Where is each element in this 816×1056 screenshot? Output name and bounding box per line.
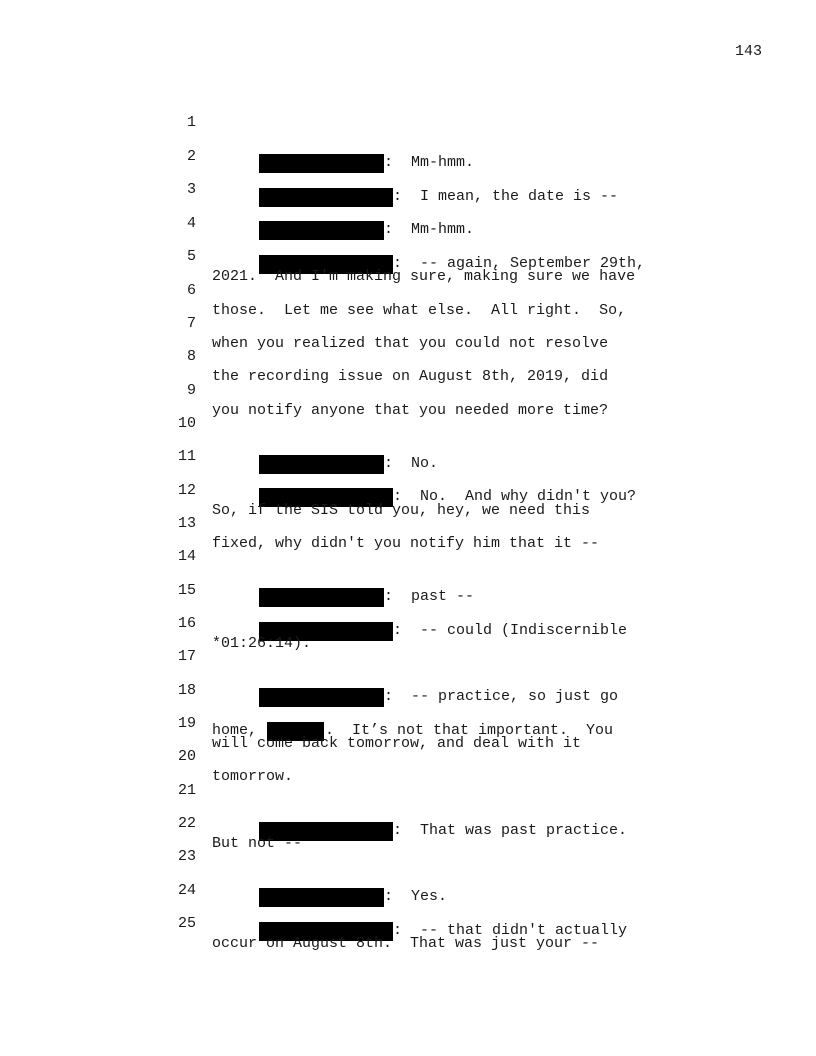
line-text: will come back tomorrow, and deal with it [212, 735, 582, 752]
line-text: : No. [384, 455, 439, 472]
line-text: when you realized that you could not resolve [212, 335, 609, 352]
speaker-line [259, 887, 447, 907]
line-text: : No. And why didn't you? [393, 488, 637, 505]
line-text: : -- practice, so just go [384, 688, 619, 705]
speaker-line [259, 821, 627, 841]
speaker-line [259, 454, 438, 474]
line-number: 15 [177, 582, 196, 599]
line-text: : Mm-hmm. [384, 221, 475, 238]
speaker-line [259, 220, 474, 240]
line-number: 5 [186, 248, 196, 265]
transcript-line [0, 794, 303, 852]
page-number: 143 [734, 43, 762, 60]
line-number: 4 [186, 215, 196, 232]
redacted-speaker-name [259, 221, 384, 240]
line-number: 16 [177, 615, 196, 632]
speaker-line [259, 687, 618, 707]
line-text: : Mm-hmm. [384, 154, 475, 171]
speaker-line [259, 621, 627, 641]
line-text: : I mean, the date is -- [393, 188, 619, 205]
redacted-speaker-name [259, 455, 384, 474]
line-number: 14 [177, 548, 196, 565]
line-text: those. Let me see what else. All right. So, [212, 302, 627, 319]
line-number: 19 [177, 715, 196, 732]
line-text: : That was past practice. [393, 822, 628, 839]
line-number: 17 [177, 648, 196, 665]
line-number: 22 [177, 815, 196, 832]
line-number: 10 [177, 415, 196, 432]
line-number: 21 [177, 782, 196, 799]
line-text: you notify anyone that you needed more time? [212, 402, 609, 419]
line-number: 9 [186, 382, 196, 399]
redacted-speaker-name [259, 688, 384, 707]
line-number: 13 [177, 515, 196, 532]
line-text: : -- could (Indiscernible [393, 622, 628, 639]
line-number: 8 [186, 348, 196, 365]
line-text: So, if the SIS told you, hey, we need this [212, 502, 591, 519]
line-number: 12 [177, 482, 196, 499]
transcript-line [0, 594, 312, 652]
transcript-line [0, 93, 475, 171]
speaker-line [259, 587, 474, 607]
line-number: 6 [186, 282, 196, 299]
line-text: occur on August 8th. That was just your -- [212, 935, 600, 952]
line-text: : past -- [384, 588, 475, 605]
line-text: fixed, why didn't you notify him that it -- [212, 535, 600, 552]
line-number: 20 [177, 748, 196, 765]
line-number: 18 [177, 682, 196, 699]
line-number: 7 [186, 315, 196, 332]
line-text: *01:26:14). [212, 635, 312, 652]
redacted-speaker-name [259, 588, 384, 607]
redacted-speaker-name [259, 888, 384, 907]
line-text: But not -- [212, 835, 303, 852]
line-text: : -- that didn't actually [393, 922, 628, 939]
line-text: : -- again, September 29th, [393, 255, 646, 272]
line-number: 11 [177, 448, 196, 465]
line-number: 2 [186, 148, 196, 165]
line-text: tomorrow. [212, 768, 294, 785]
line-number: 3 [186, 181, 196, 198]
redacted-speaker-name [259, 188, 393, 207]
line-text: 2021. And I'm making sure, making sure we have [212, 268, 636, 285]
redacted-speaker-name [259, 154, 384, 173]
line-text: the recording issue on August 8th, 2019, did [212, 368, 609, 385]
line-text: : Yes. [384, 888, 448, 905]
line-number: 24 [177, 882, 196, 899]
line-text-after-redaction: . It’s not that important. You [325, 722, 614, 739]
transcript-line [0, 160, 475, 238]
line-number: 25 [177, 915, 196, 932]
line-text-before-redaction: home, [212, 722, 267, 739]
line-number: 1 [186, 114, 196, 131]
speaker-line [259, 187, 618, 207]
line-number: 23 [177, 848, 196, 865]
speaker-line [259, 153, 474, 173]
